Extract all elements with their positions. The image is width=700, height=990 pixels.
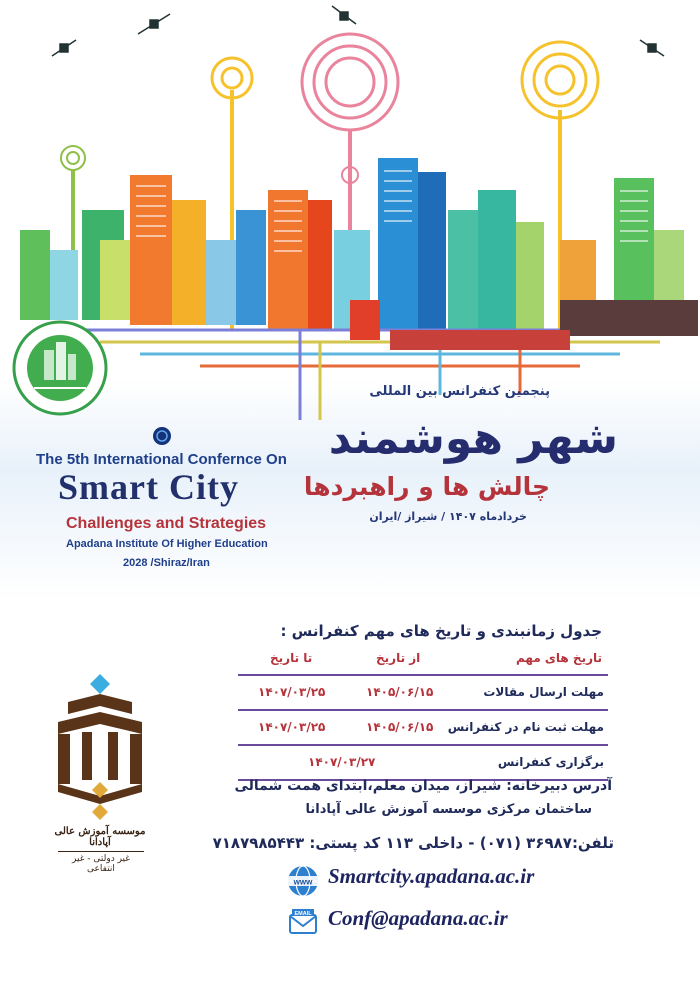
schedule-table <box>238 642 608 781</box>
table-row <box>238 746 608 781</box>
email-icon <box>286 906 320 940</box>
globe-icon <box>152 426 172 446</box>
english-conference-line: The 5th International Confernce On <box>36 451 287 468</box>
column-header-from: از تاریخ <box>376 651 421 665</box>
english-title: Smart City <box>58 467 239 507</box>
from-date: ۱۴۰۵/۰۶/۱۵ <box>366 685 434 699</box>
address-line-2: ساختمان مرکزی موسسه آموزش عالی آپادانا <box>305 802 592 817</box>
conference-logo <box>10 318 110 418</box>
english-institute: Apadana Institute Of Higher Education <box>66 538 268 550</box>
persian-date-place: خردادماه ۱۴۰۷ / شیراز /ایران <box>369 510 527 523</box>
column-header-to: تا تاریخ <box>270 651 313 665</box>
english-subtitle: Challenges and Strategies <box>66 515 267 532</box>
persian-pretitle: پنجمین کنفرانس بین المللی <box>369 384 550 399</box>
persian-title: شهر هوشمند <box>328 413 618 464</box>
phone-postal: تلفن:۳۶۹۸۷ (۰۷۱) - داخلی ۱۱۳ کد پستی: ۷۱۸۷۹۸۵۴۴۳ <box>212 834 614 852</box>
column-header-event: تاریخ های مهم <box>515 651 602 665</box>
event-label: برگزاری کنفرانس <box>497 755 604 769</box>
event-label: مهلت ارسال مقالات <box>483 685 604 699</box>
website-link[interactable]: Smartcity.apadana.ac.ir <box>328 864 535 888</box>
table-row <box>238 711 608 746</box>
conference-date: ۱۴۰۷/۰۳/۲۷ <box>308 755 376 769</box>
www-icon <box>286 864 320 898</box>
institute-name: موسسه آموزش عالی آپادانا <box>54 826 146 848</box>
satellite-icon <box>52 6 664 56</box>
table-header-row <box>238 642 608 676</box>
persian-subtitle: چالش ها و راهبردها <box>303 472 550 501</box>
email-icon-label: EMAIL <box>294 911 312 917</box>
www-icon-label: www <box>293 877 313 887</box>
to-date: ۱۴۰۷/۰۳/۲۵ <box>258 720 326 734</box>
table-row <box>238 676 608 711</box>
institute-type: غیر دولتی - غیر انتفاعی <box>58 851 144 874</box>
institute-logo <box>48 672 152 822</box>
schedule-heading: جدول زمانبندی و تاریخ های مهم کنفرانس : <box>280 622 602 640</box>
event-label: مهلت ثبت نام در کنفرانس <box>447 720 604 734</box>
from-date: ۱۴۰۵/۰۶/۱۵ <box>366 720 434 734</box>
english-location: 2028 /Shiraz/Iran <box>123 557 210 569</box>
email-link[interactable]: Conf@apadana.ac.ir <box>328 906 508 930</box>
to-date: ۱۴۰۷/۰۳/۲۵ <box>258 685 326 699</box>
address-line-1: آدرس دبیرخانه: شیراز، میدان معلم،ابتدای همت شمالی <box>234 778 612 794</box>
radio-tower-icon <box>61 34 598 183</box>
